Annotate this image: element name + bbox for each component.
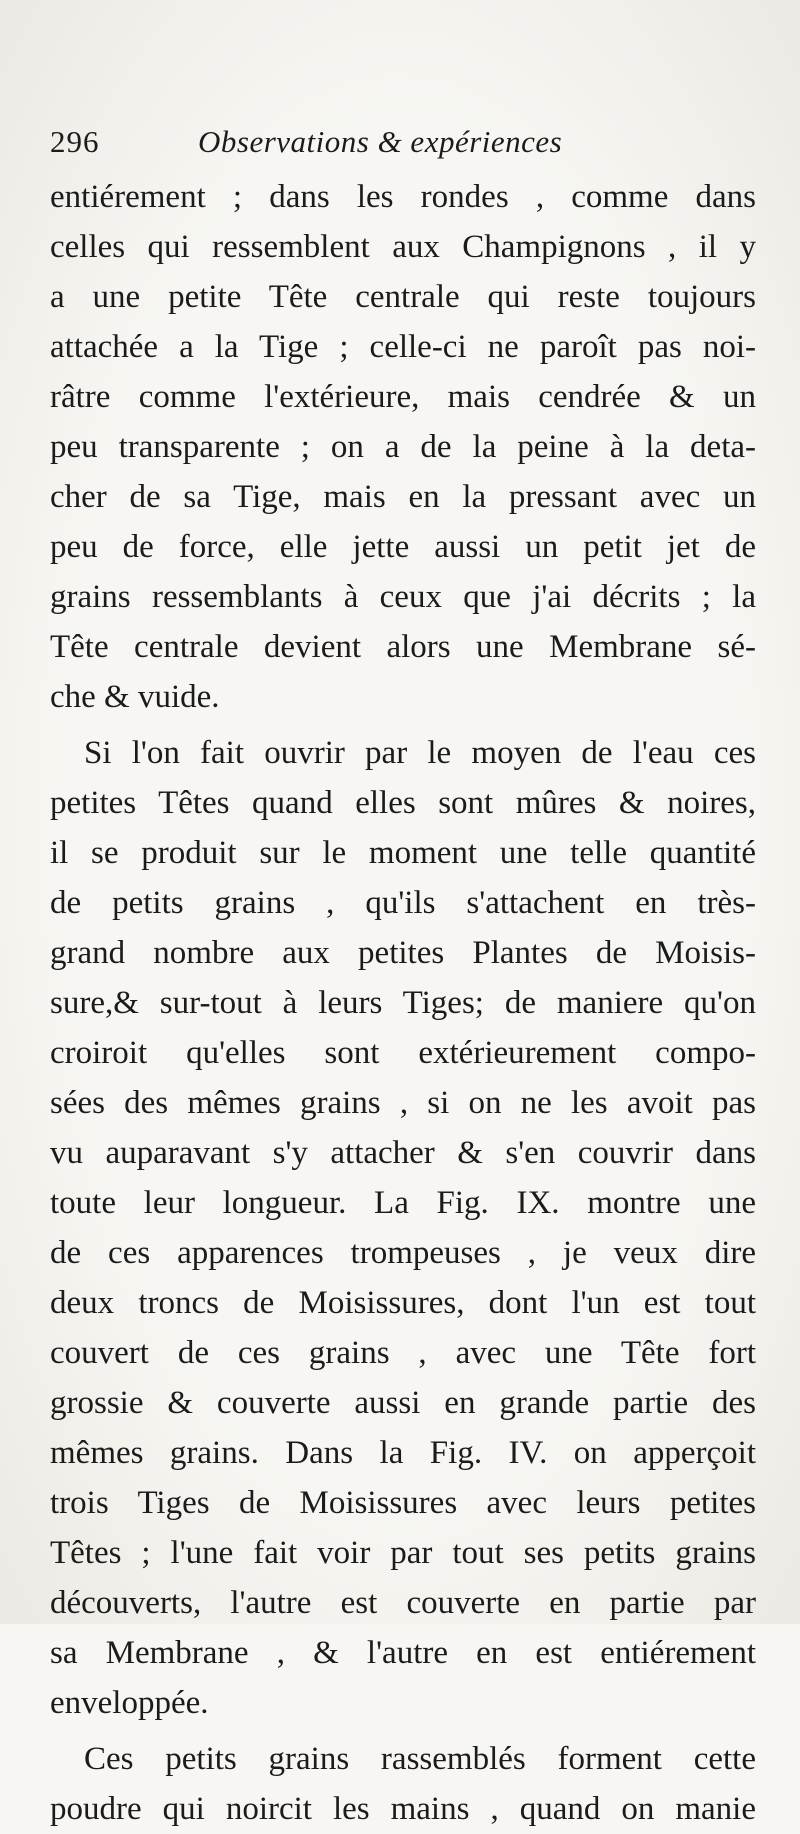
text-line: sées des mêmes grains , si on ne les avoit pas (50, 1085, 756, 1121)
text-line: grand nombre aux petites Plantes de Moisis- (50, 935, 756, 971)
text-line: de petits grains , qu'ils s'attachent en très- (50, 885, 756, 921)
text-line: couvert de ces grains , avec une Tête fort (50, 1335, 756, 1371)
text-line: peu de force, elle jette aussi un petit jet de (50, 529, 756, 565)
text-line: peu transparente ; on a de la peine à la deta- (50, 429, 756, 465)
text-line: grains ressemblants à ceux que j'ai décrits ; la (50, 579, 756, 615)
text-line: che & vuide. (50, 679, 220, 715)
text-line: a une petite Tête centrale qui reste toujours (50, 279, 756, 315)
text-line: attachée a la Tige ; celle-ci ne paroît pas noi- (50, 329, 756, 365)
text-line: trois Tiges de Moisissures avec leurs petites (50, 1485, 756, 1521)
text-line: poudre qui noircit les mains , quand on manie (50, 1791, 756, 1827)
text-line: cher de sa Tige, mais en la pressant avec un (50, 479, 756, 515)
text-line: Tête centrale devient alors une Membrane sé- (50, 629, 756, 665)
page-header (50, 124, 750, 176)
text-line: sure,& sur-tout à leurs Tiges; de maniere qu'on (50, 985, 756, 1021)
text-line: sa Membrane , & l'autre en est entiérement (50, 1635, 756, 1671)
text-line: Têtes ; l'une fait voir par tout ses petits grains (50, 1535, 756, 1571)
page-number: 296 (50, 124, 100, 159)
text-line: grossie & couverte aussi en grande partie des (50, 1385, 756, 1421)
running-title: Observations & expériences (198, 124, 563, 159)
text-line: celles qui ressemblent aux Champignons , il y (50, 229, 756, 265)
text-line: vu auparavant s'y attacher & s'en couvrir dans (50, 1135, 756, 1171)
text-line: il se produit sur le moment une telle quantité (50, 835, 756, 871)
paragraph-1 (50, 172, 756, 722)
text-line: croiroit qu'elles sont extérieurement compo- (50, 1035, 756, 1071)
text-line: enveloppée. (50, 1685, 209, 1721)
text-line: râtre comme l'extérieure, mais cendrée & un (50, 379, 756, 415)
text-line: toute leur longueur. La Fig. IX. montre une (50, 1185, 756, 1221)
text-line: mêmes grains. Dans la Fig. IV. on apperçoit (50, 1435, 756, 1471)
text-line: deux troncs de Moisissures, dont l'un est tout (50, 1285, 756, 1321)
text-line: Si l'on fait ouvrir par le moyen de l'eau ces (84, 735, 756, 771)
text-line: petites Têtes quand elles sont mûres & noires, (50, 785, 756, 821)
paragraph-3 (50, 1734, 756, 1834)
text-line: de ces apparences trompeuses , je veux dire (50, 1235, 756, 1271)
body-text (50, 172, 756, 1834)
paragraph-2 (50, 728, 756, 1728)
text-line: entiérement ; dans les rondes , comme dans (50, 179, 756, 215)
text-line: Ces petits grains rassemblés forment cette (84, 1741, 756, 1777)
text-line: découverts, l'autre est couverte en partie par (50, 1585, 756, 1621)
